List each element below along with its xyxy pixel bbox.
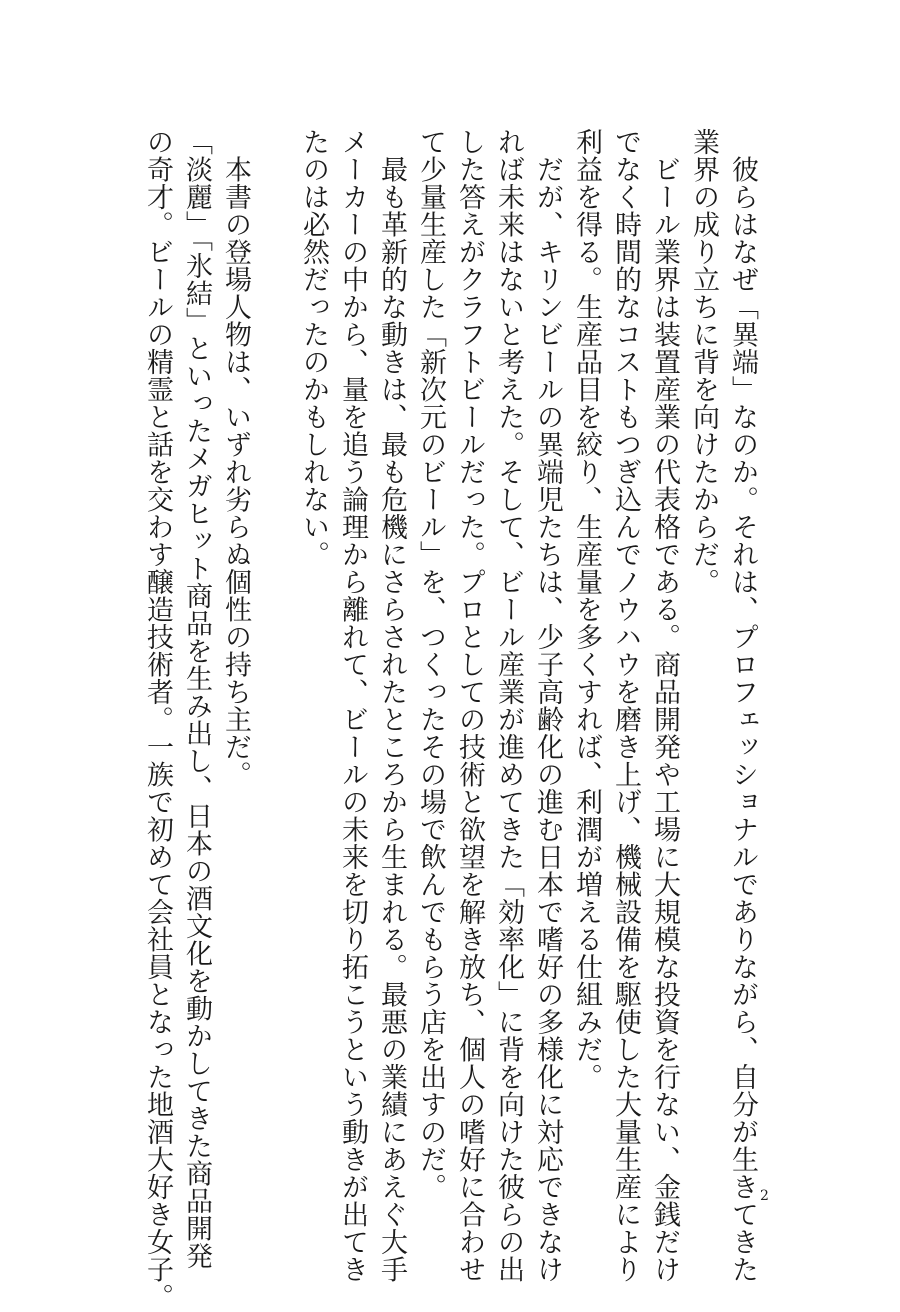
text-line: 最も革新的な動きは、最も危機にさらされたところから生まれる。最悪の業績にあえぐ大手 [376, 128, 407, 1283]
paragraph-break [255, 128, 294, 1178]
text-line: 「淡麗」「氷結」といったメガヒット商品を生み出し、日本の酒文化を動かしてきた商品開発 [181, 128, 212, 1270]
text-line: 彼らはなぜ「異端」なのか。それは、プロフェッショナルでありながら、自分が生きてきた [727, 128, 758, 1283]
text-line: した答えがクラフトビールだった。プロとしての技術と欲望を解き放ち、個人の嗜好に合わせ [454, 128, 485, 1283]
text-line: たのは必然だったのかもしれない。 [298, 128, 329, 568]
text-line: の奇才。ビールの精霊と話を交わす醸造技術者。一族で初めて会社員となった地酒大好き女子。 [142, 128, 173, 1311]
text-line: れば未来はないと考えた。そして、ビール産業が進めてきた「効率化」に背を向けた彼らの出 [493, 128, 524, 1283]
text-line: ビール業界は装置産業の代表格である。商品開発や工場に大規模な投資を行ない、金銭だけ [649, 128, 680, 1283]
text-line: 業界の成り立ちに背を向けたからだ。 [688, 128, 719, 596]
text-line: 利益を得る。生産品目を絞り、生産量を多くすれば、利潤が増える仕組みだ。 [571, 128, 602, 1091]
text-line: でなく時間的なコストもつぎ込んでノウハウを磨き上げ、機械設備を駆使した大量生産により [610, 128, 641, 1283]
text-line: て少量生産した「新次元のビール」を、つくったその場で飲んでもらう店を出すのだ。 [415, 128, 446, 1201]
text-line: だが、キリンビールの異端児たちは、少子高齢化の進む日本で嗜好の多様化に対応できなけ [532, 128, 563, 1283]
text-line: メーカーの中から、量を追う論理から離れて、ビールの未来を切り拓こうという動きが出てき [337, 128, 368, 1283]
body-text [138, 128, 762, 1311]
page-number: 2 [760, 1188, 769, 1204]
text-line: 本書の登場人物は、いずれ劣らぬ個性の持ち主だ。 [220, 128, 251, 788]
